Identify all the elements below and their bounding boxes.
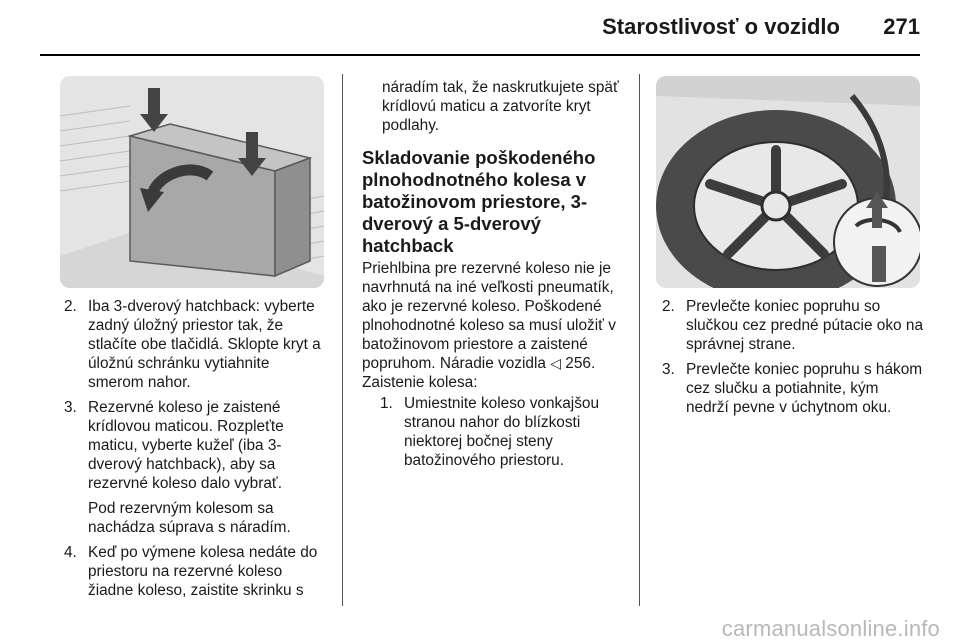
list-item [64, 543, 328, 600]
list-item [662, 297, 924, 354]
list-item-number: 3. [662, 361, 675, 378]
list-item-text: Rezervné koleso je zaistené krídlovou maticou. Rozpleťte maticu, vyberte kužeľ (iba 3-dverový hatchback), aby sa rezervné koleso dalo vybrať. [88, 399, 284, 492]
section-body-text: Priehlbina pre rezervné koleso nie je navrhnutá na iné veľkosti pneumatík, ako je rezervné koleso. Poškodené plnohodnotné koleso sa musí uložiť v batožinovom priestore a zaistené popruhom. Náradie vozidla [362, 260, 616, 372]
column-divider-left [342, 74, 343, 606]
storage-compartment-illustration [60, 76, 324, 288]
list-item-number: 4. [64, 544, 77, 561]
spare-wheel-strap-illustration [656, 76, 920, 288]
section-heading: Skladovanie poškodeného plnohodnotného kolesa v batožinovom priestore, 3-dverový a 5-dverový hatchback [362, 147, 596, 256]
list-item-text: Umiestnite koleso vonkajšou stranou nahor do blízkosti niektorej bočnej steny batožinového priestoru. [404, 395, 600, 469]
page-number: 271 [883, 14, 920, 39]
tool-kit-note: Pod rezervným kolesom sa nachádza súprava s náradím. [88, 500, 291, 536]
list-item-text: Iba 3-dverový hatchback: vyberte zadný úložný priestor tak, že stlačíte obe tlačidlá. Sklopte kryt a úložnú schránku vytiahnite smerom nahor. [88, 298, 321, 391]
list-item [64, 297, 328, 392]
right-text-column [662, 297, 924, 423]
list-item [64, 398, 328, 493]
middle-text-column [362, 78, 626, 470]
list-item [362, 394, 626, 470]
continued-text: náradím tak, že naskrutkujete späť krídlovú maticu a zatvoríte kryt podlahy. [382, 79, 619, 134]
page-header-title: Starostlivosť o vozidlo [602, 14, 840, 39]
list-item-text: Keď po výmene kolesa nedáte do priestoru na rezervné koleso žiadne koleso, zaistite skrinku s [88, 544, 318, 599]
list-item-number: 1. [380, 395, 393, 412]
securing-label: Zaistenie kolesa: [362, 374, 478, 391]
list-item-number: 2. [662, 298, 675, 315]
list-item [662, 360, 924, 417]
column-divider-right [639, 74, 640, 606]
left-text-column [64, 297, 328, 606]
section-body [362, 259, 626, 373]
page-reference-link[interactable]: 256. [565, 355, 596, 372]
list-item-number: 2. [64, 298, 77, 315]
watermark: carmanualsonline.info [721, 616, 940, 641]
list-item-number: 3. [64, 399, 77, 416]
list-item-text: Prevlečte koniec popruhu s hákom cez slučku a potiahnite, kým nedrží pevne v úchytnom oku. [686, 361, 923, 416]
page-reference-arrow-icon: ◁ [550, 355, 561, 371]
header-rule [40, 54, 920, 56]
list-item-text: Prevlečte koniec popruhu so slučkou cez predné pútacie oko na správnej strane. [686, 298, 923, 353]
